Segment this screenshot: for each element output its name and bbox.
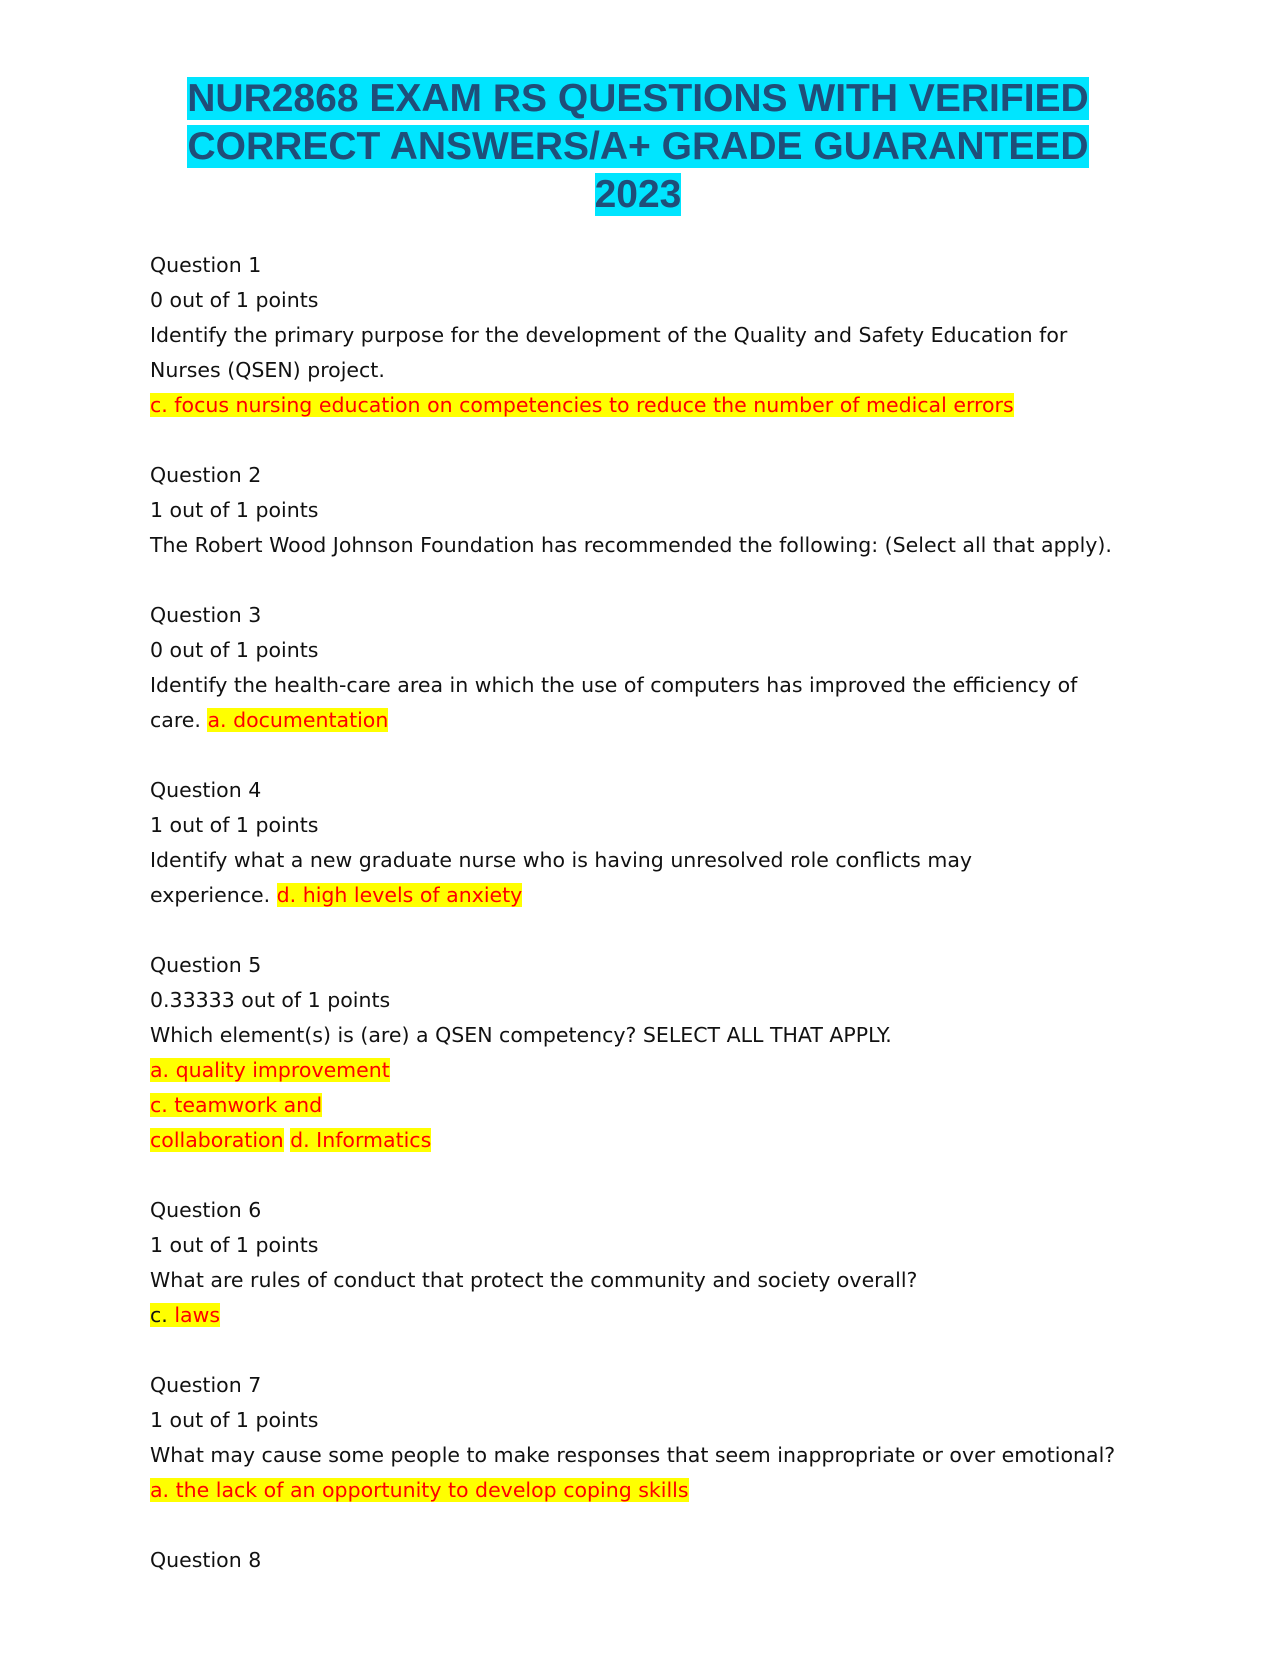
highlighted-answer: a. the lack of an opportunity to develop coping skills — [150, 1478, 689, 1502]
question-label: Question 5 — [150, 953, 262, 977]
title-line-2: CORRECT ANSWERS/A+ GRADE GUARANTEED — [187, 125, 1089, 168]
question-text: experience. — [150, 883, 271, 907]
question-text: Nurses (QSEN) project. — [150, 358, 385, 382]
question-points: 1 out of 1 points — [150, 498, 319, 522]
question-text: What may cause some people to make responses that seem inappropriate or over emotional? — [150, 1443, 1116, 1467]
highlighted-answer: c. teamwork and — [150, 1093, 323, 1117]
question-label: Question 1 — [150, 253, 262, 277]
highlighted-answer: laws — [174, 1303, 221, 1327]
highlighted-answer: c. focus nursing education on competencies to reduce the number of medical errors — [150, 393, 1014, 417]
question-label: Question 4 — [150, 778, 262, 802]
highlighted-answer: d. Informatics — [290, 1128, 432, 1152]
question-label: Question 3 — [150, 603, 262, 627]
question-label: Question 8 — [150, 1548, 262, 1572]
question-points: 0.33333 out of 1 points — [150, 988, 391, 1012]
title-line-3: 2023 — [594, 173, 682, 216]
question-points: 1 out of 1 points — [150, 1408, 319, 1432]
question-text: What are rules of conduct that protect the community and society overall? — [150, 1268, 918, 1292]
question-label: Question 2 — [150, 463, 262, 487]
question-points: 1 out of 1 points — [150, 813, 319, 837]
question-label: Question 6 — [150, 1198, 262, 1222]
document-body — [150, 248, 1130, 1578]
highlighted-answer: a. quality improvement — [150, 1058, 390, 1082]
question-text: care. — [150, 708, 201, 732]
question-text: Identify the health-care area in which the use of computers has improved the efficiency of — [150, 673, 1078, 697]
highlighted-answer: collaboration — [150, 1128, 284, 1152]
question-text: Identify the primary purpose for the development of the Quality and Safety Education for — [150, 323, 1068, 347]
highlighted-answer: a. documentation — [207, 708, 389, 732]
document-title — [150, 75, 1126, 219]
question-points: 0 out of 1 points — [150, 288, 319, 312]
question-points: 0 out of 1 points — [150, 638, 319, 662]
highlighted-answer: d. high levels of anxiety — [276, 883, 523, 907]
question-label: Question 7 — [150, 1373, 262, 1397]
answer-prefix: c. — [150, 1303, 168, 1327]
question-text: The Robert Wood Johnson Foundation has recommended the following: (Select all that apply). — [150, 533, 1112, 557]
question-text: Which element(s) is (are) a QSEN competency? SELECT ALL THAT APPLY. — [150, 1023, 892, 1047]
question-text: Identify what a new graduate nurse who is having unresolved role conflicts may — [150, 848, 973, 872]
title-line-1: NUR2868 EXAM RS QUESTIONS WITH VERIFIED — [187, 77, 1089, 120]
question-points: 1 out of 1 points — [150, 1233, 319, 1257]
